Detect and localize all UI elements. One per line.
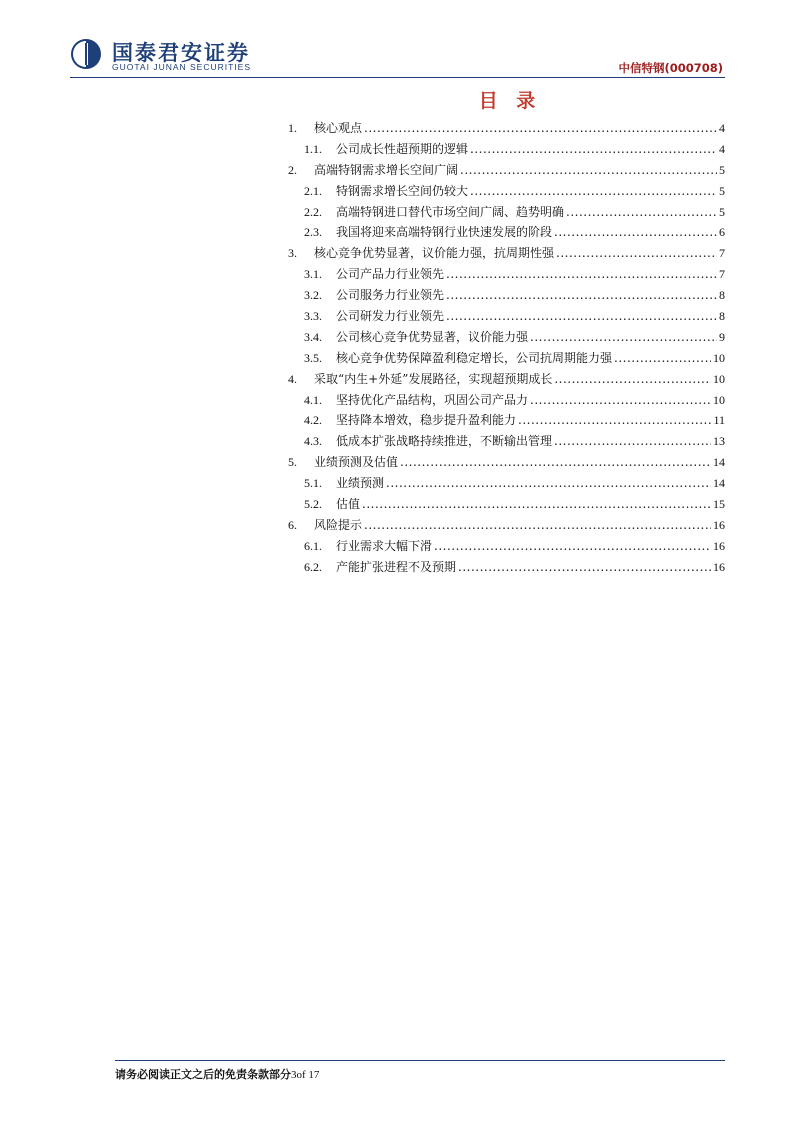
toc-entry[interactable] (288, 557, 725, 578)
toc-entry[interactable] (288, 243, 725, 264)
toc-entry-number: 3.4. (304, 329, 322, 344)
toc-entry-page: 11 (713, 413, 725, 428)
header-divider (70, 77, 725, 78)
toc-leader-dots (446, 306, 717, 327)
toc-entry-page: 15 (713, 497, 725, 512)
toc-entry-page: 16 (713, 538, 725, 553)
toc-entry[interactable] (288, 222, 725, 243)
toc-entry-page: 16 (713, 559, 725, 574)
toc-entry-number: 6. (288, 517, 297, 532)
toc-entry-number: 2.1. (304, 183, 322, 198)
toc-entry-page: 14 (713, 455, 725, 470)
toc-entry[interactable] (288, 536, 725, 557)
toc-entry-title: 核心观点 (314, 121, 363, 135)
toc-entry-page: 6 (719, 225, 725, 240)
toc-entry-number: 1. (288, 121, 297, 135)
toc-leader-dots (446, 285, 717, 306)
toc-entry-page: 4 (719, 121, 725, 135)
toc-entry[interactable] (288, 494, 725, 515)
toc-entry-title: 公司服务力行业领先 (336, 288, 445, 303)
toc-entry-title: 产能扩张进程不及预期 (336, 559, 457, 574)
toc-entry-title: 公司核心竞争优势显著，议价能力强 (336, 329, 529, 344)
toc-entry-title: 业绩预测 (336, 476, 385, 491)
toc-entry-page: 8 (719, 288, 725, 303)
toc-entry-page: 5 (719, 162, 725, 177)
toc-entry-number: 4.2. (304, 413, 322, 428)
toc-leader-dots (470, 181, 717, 202)
toc-entry[interactable] (288, 515, 725, 536)
toc-entry-title: 核心竞争优势保障盈利稳定增长，公司抗周期能力强 (336, 350, 613, 365)
toc-entry-number: 6.2. (304, 559, 322, 574)
toc-title: 目 录 (478, 90, 542, 112)
toc-entry[interactable] (288, 202, 725, 223)
toc-entry-page: 10 (713, 371, 725, 386)
toc-entry-page: 5 (719, 183, 725, 198)
toc-entry[interactable] (288, 390, 725, 411)
toc-entry-number: 3.5. (304, 350, 322, 365)
toc-entry[interactable] (288, 181, 725, 202)
toc-leader-dots (566, 202, 717, 223)
toc-entry[interactable] (288, 473, 725, 494)
toc-leader-dots (470, 139, 717, 160)
toc-entry-title: 核心竞争优势显著，议价能力强，抗周期性强 (314, 246, 555, 261)
toc-entry-number: 3.2. (304, 288, 322, 303)
page-header (0, 0, 793, 80)
toc-entry-page: 9 (719, 329, 725, 344)
toc-entry-number: 1.1. (304, 141, 322, 156)
toc-entry[interactable] (288, 348, 725, 369)
toc-leader-dots (554, 222, 717, 243)
toc-entry[interactable] (288, 431, 725, 452)
toc-leader-dots (554, 369, 711, 390)
toc-leader-dots (434, 536, 711, 557)
toc-entry-number: 5.1. (304, 476, 322, 491)
toc-entry-number: 5. (288, 455, 297, 470)
toc-entry-page: 5 (719, 204, 725, 219)
toc-entry-page: 10 (713, 350, 725, 365)
toc-entry[interactable] (288, 452, 725, 473)
toc-leader-dots (446, 264, 717, 285)
toc-entry[interactable] (288, 139, 725, 160)
toc-entry-title: 公司产品力行业领先 (336, 267, 445, 282)
toc-entry[interactable] (288, 369, 725, 390)
toc-entry-title: 估值 (336, 497, 361, 512)
brand-name-en: GUOTAI JUNAN SECURITIES (112, 62, 252, 72)
stock-label: 中信特钢(000708) (618, 61, 723, 75)
toc-entry-number: 4. (288, 371, 297, 386)
toc-entry-page: 13 (713, 434, 725, 449)
toc-leader-dots (386, 473, 711, 494)
toc-entry[interactable] (288, 327, 725, 348)
toc-entry-title: 公司成长性超预期的逻辑 (336, 141, 469, 156)
toc-entry-title: 高端特钢进口替代市场空间广阔、趋势明确 (336, 204, 565, 219)
toc-entry-number: 5.2. (304, 497, 322, 512)
toc-entry-number: 2.3. (304, 225, 322, 240)
toc-entry-title: 特钢需求增长空间仍较大 (336, 183, 469, 198)
toc-entry-page: 7 (719, 267, 725, 282)
toc-entry-number: 6.1. (304, 538, 322, 553)
toc-entry-number: 3.3. (304, 309, 322, 324)
toc-entry-title: 公司研发力行业领先 (336, 309, 445, 324)
toc-entry-title: 低成本扩张战略持续推进，不断输出管理 (336, 434, 553, 449)
toc-leader-dots (364, 118, 717, 139)
toc-leader-dots (364, 515, 711, 536)
toc-entry-number: 4.1. (304, 392, 322, 407)
toc-leader-dots (400, 452, 711, 473)
toc-entry-page: 10 (713, 392, 725, 407)
toc-entry-page: 16 (713, 517, 725, 532)
page-footer (115, 1066, 319, 1082)
table-of-contents (288, 118, 725, 578)
toc-entry-number: 3. (288, 246, 297, 261)
toc-leader-dots (530, 390, 711, 411)
toc-entry-title: 高端特钢需求增长空间广阔 (314, 162, 459, 177)
toc-leader-dots (458, 557, 711, 578)
toc-entry-title: 行业需求大幅下滑 (336, 538, 433, 553)
toc-entry-page: 7 (719, 246, 725, 261)
toc-entry-title: 坚持优化产品结构，巩固公司产品力 (336, 392, 529, 407)
page-indicator: 3of 17 (291, 1069, 320, 1081)
toc-entry-number: 2. (288, 162, 297, 177)
toc-entry-page: 4 (719, 141, 725, 156)
toc-entry[interactable] (288, 285, 725, 306)
brand-name-cn: 国泰君安证券 (112, 41, 250, 65)
toc-leader-dots (518, 410, 711, 431)
toc-entry[interactable] (288, 118, 725, 139)
toc-entry-number: 4.3. (304, 434, 322, 449)
toc-entry-number: 3.1. (304, 267, 322, 282)
toc-entry[interactable] (288, 306, 725, 327)
toc-leader-dots (460, 160, 717, 181)
toc-entry-page: 8 (719, 309, 725, 324)
toc-leader-dots (554, 431, 711, 452)
toc-entry-title: 坚持降本增效，稳步提升盈利能力 (336, 413, 517, 428)
toc-leader-dots (530, 327, 717, 348)
footer-disclaimer: 请务必阅读正文之后的免责条款部分 (115, 1068, 291, 1081)
toc-entry[interactable] (288, 160, 725, 181)
toc-entry[interactable] (288, 410, 725, 431)
footer-divider (115, 1060, 725, 1061)
toc-entry[interactable] (288, 264, 725, 285)
guotai-junan-logo-icon (70, 38, 102, 70)
toc-entry-title: 风险提示 (314, 517, 363, 532)
toc-entry-title: 采取“内生+外延”发展路径，实现超预期成长 (314, 371, 553, 386)
toc-leader-dots (556, 243, 717, 264)
toc-leader-dots (614, 348, 711, 369)
toc-entry-title: 我国将迎来高端特钢行业快速发展的阶段 (336, 225, 553, 240)
toc-entry-number: 2.2. (304, 204, 322, 219)
toc-leader-dots (362, 494, 711, 515)
toc-entry-title: 业绩预测及估值 (314, 455, 399, 470)
toc-entry-page: 14 (713, 476, 725, 491)
